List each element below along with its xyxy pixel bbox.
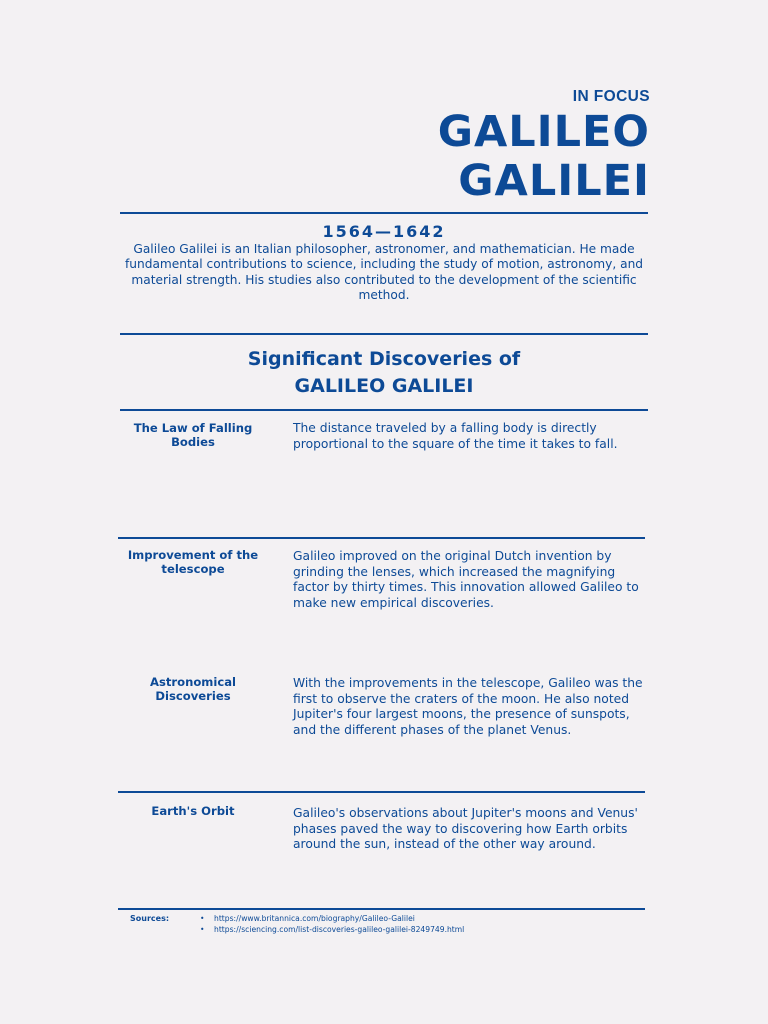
divider-top: [120, 212, 648, 214]
divider-discovery: [118, 537, 645, 539]
sources-list: [200, 914, 464, 935]
divider-intro: [120, 333, 648, 335]
section-title: [120, 346, 648, 400]
source-link[interactable]: • https://www.britannica.com/biography/Galileo-Galilei: [200, 914, 464, 925]
intro-paragraph: Galileo Galilei is an Italian philosopher, astronomer, and mathematician. He made fundamental contributions to science, including the study of motion, astronomy, and material strength. His studies also contributed to the development of the scientific method.: [124, 242, 644, 303]
discovery-description: Galileo's observations about Jupiter's moons and Venus' phases paved the way to discovering how Earth orbits around the sun, instead of the other way around.: [293, 806, 638, 852]
section-title-line-2: GALILEO GALILEI: [294, 375, 474, 397]
page-title: [250, 108, 650, 206]
discovery-term: Improvement of the telescope: [127, 548, 259, 576]
source-link[interactable]: • https://sciencing.com/list-discoveries-galileo-galilei-8249749.html: [200, 925, 464, 936]
discovery-term: Earth's Orbit: [151, 804, 235, 818]
discovery-description: Galileo improved on the original Dutch invention by grinding the lenses, which increased the magnifying factor by thirty times. This innovation allowed Galileo to make new empirical discoveries.: [293, 549, 639, 610]
sources-label: Sources:: [130, 914, 170, 923]
kicker-label: IN FOCUS: [572, 88, 650, 105]
divider-sources: [118, 908, 645, 910]
discovery-term: Astronomical Discoveries: [149, 675, 237, 703]
page-title-line-1: GALILEO: [437, 107, 650, 157]
divider-discovery: [118, 791, 645, 793]
divider-section: [120, 409, 648, 411]
discovery-description: With the improvements in the telescope, Galileo was the first to observe the craters of the moon. He also noted Jupiter's four largest moons, the presence of sunspots, and the different phases of the planet Venus.: [293, 676, 643, 737]
discovery-description: The distance traveled by a falling body is directly proportional to the square of the time it takes to fall.: [293, 421, 618, 451]
lifespan-years: 1564—1642: [322, 222, 446, 241]
page-title-line-2: GALILEI: [458, 156, 650, 206]
section-title-line-1: Significant Discoveries of: [247, 348, 521, 370]
discovery-term: The Law of Falling Bodies: [133, 421, 253, 449]
